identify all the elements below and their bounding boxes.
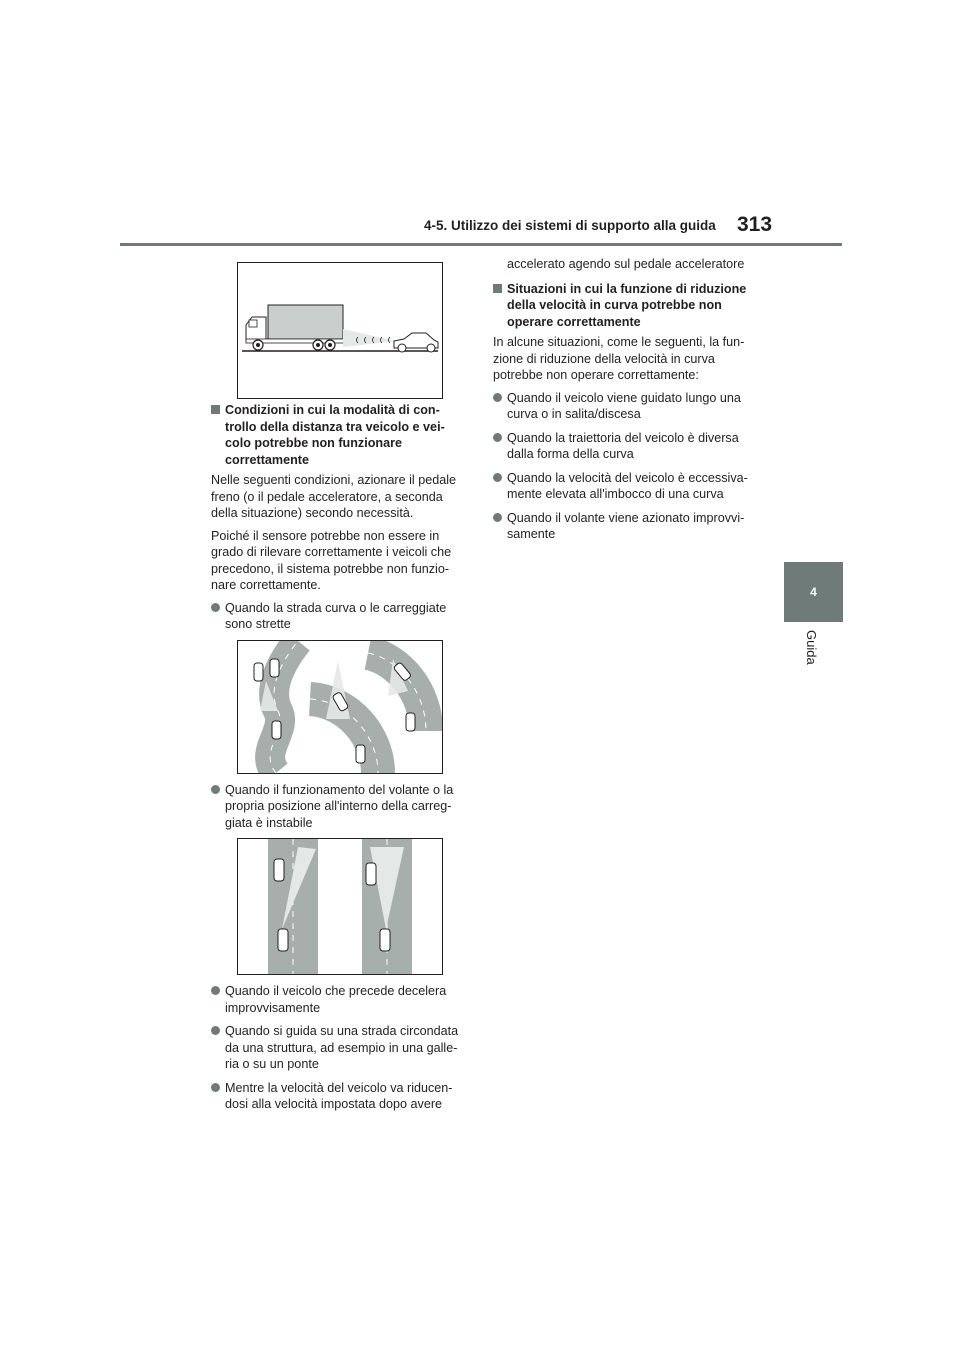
bullet-icon xyxy=(211,603,220,612)
list-item xyxy=(211,782,467,832)
paragraph: Poiché il sensore potrebbe non essere in grado di rilevare correttamente i veicoli che precedono, il sistema potrebbe non funzio-nare correttamente. xyxy=(211,528,452,592)
bullet-icon xyxy=(493,473,502,482)
section-heading xyxy=(211,402,467,468)
list-item-text: Quando il volante viene azionato improvvi-samente xyxy=(507,510,745,541)
list-item-text: Mentre la velocità del veicolo va riducen-dosi alla velocità impostata dopo avere xyxy=(225,1080,453,1111)
list-item-text: Quando il veicolo viene guidato lungo una curva o in salita/discesa xyxy=(507,390,741,421)
paragraph: Nelle seguenti condizioni, azionare il pedale freno (o il pedale acceleratore, a seconda della situazione) secondo necessità. xyxy=(211,473,457,520)
chapter-number: 4 xyxy=(810,585,817,599)
bullet-icon xyxy=(493,513,502,522)
bullet-icon xyxy=(493,433,502,442)
left-column xyxy=(211,402,467,1120)
figure-truck-car xyxy=(237,262,443,399)
paragraph: accelerato agendo sul pedale acceleratore xyxy=(507,257,745,271)
list-item xyxy=(493,390,755,423)
list-item-text: Quando la strada curva o le carreggiate sono strette xyxy=(225,600,447,631)
list-item-text: Quando la velocità del veicolo è eccessiva-mente elevata all'imbocco di una curva xyxy=(507,470,748,501)
chapter-tab[interactable] xyxy=(784,562,843,622)
list-item xyxy=(211,600,467,633)
list-item-text: Quando il veicolo che precede decelera improvvisamente xyxy=(225,984,447,1015)
section-heading xyxy=(493,281,755,331)
list-item-text: Quando il funzionamento del volante o la propria posizione all'interno della carreg-giata è instabile xyxy=(225,782,454,830)
page-number: 313 xyxy=(737,213,773,236)
square-bullet-icon xyxy=(493,284,502,293)
list-item-text: Quando si guida su una strada circondata da una struttura, ad esempio in una galle-ria o su un ponte xyxy=(225,1024,459,1071)
bullet-icon xyxy=(493,393,502,402)
heading-text: Situazioni in cui la funzione di riduzione della velocità in curva potrebbe non operare correttamente xyxy=(507,281,747,329)
bullet-icon xyxy=(211,1026,220,1035)
list-item xyxy=(493,510,755,543)
list-item xyxy=(211,1023,467,1073)
right-column xyxy=(493,256,755,550)
list-item-text: Quando la traiettoria del veicolo è diversa dalla forma della curva xyxy=(507,430,739,461)
figure-unstable-lane xyxy=(237,838,443,975)
section-title: 4-5. Utilizzo dei sistemi di supporto alla guida xyxy=(424,218,716,233)
square-bullet-icon xyxy=(211,405,220,414)
list-item xyxy=(493,430,755,463)
chapter-label: Guida xyxy=(804,630,819,665)
paragraph: In alcune situazioni, come le seguenti, la fun-zione di riduzione della velocità in curva potrebbe non operare correttamente: xyxy=(493,335,745,382)
header-rule xyxy=(120,243,842,246)
bullet-icon xyxy=(211,785,220,794)
list-item xyxy=(211,983,467,1016)
list-item xyxy=(211,1080,467,1113)
bullet-icon xyxy=(211,1083,220,1092)
heading-text: Condizioni in cui la modalità di con-trollo della distanza tra veicolo e vei-colo potrebbe non funzionare correttamente xyxy=(225,403,445,467)
list-item xyxy=(493,470,755,503)
figure-curved-roads xyxy=(237,640,443,774)
bullet-icon xyxy=(211,986,220,995)
